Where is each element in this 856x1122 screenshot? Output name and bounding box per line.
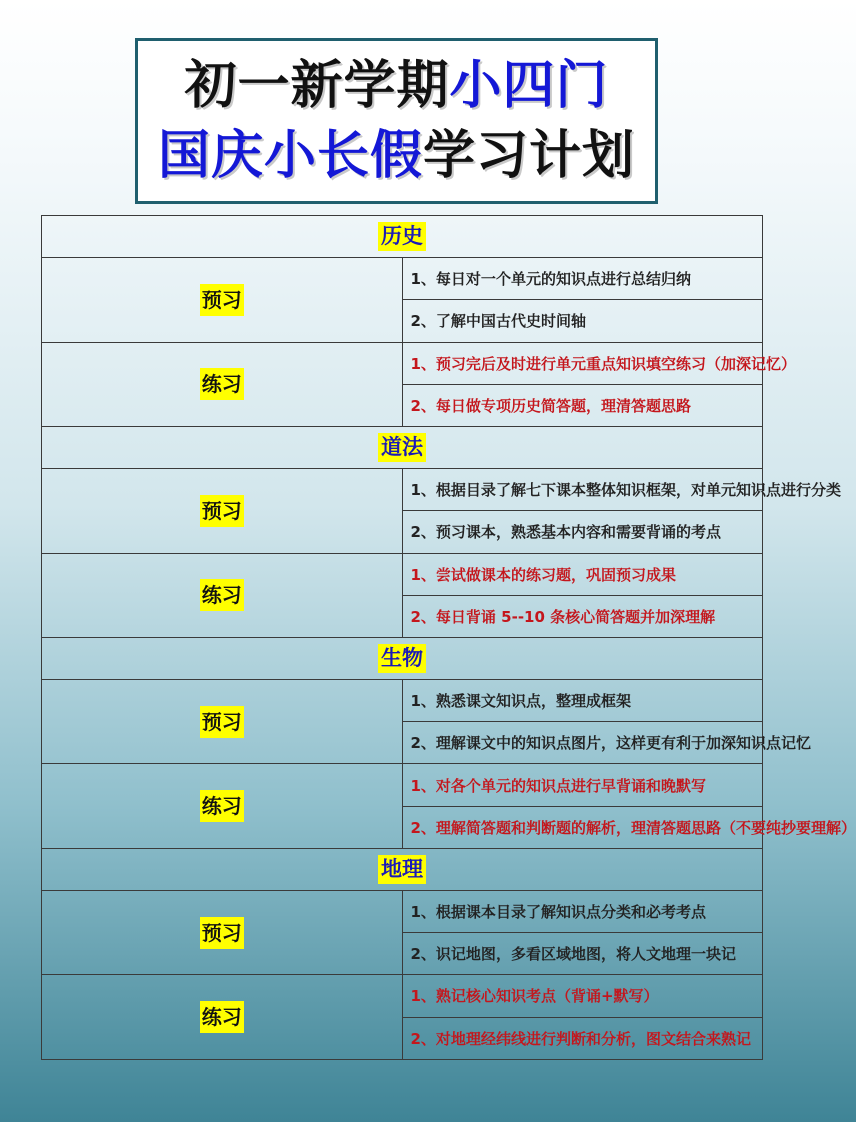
subject-row (42, 848, 763, 890)
plan-item: 2、了解中国古代史时间轴 (402, 300, 763, 342)
category-cell (42, 891, 403, 975)
subject-name: 道法 (378, 433, 426, 462)
category-cell (42, 469, 403, 553)
category-cell (42, 680, 403, 764)
title-part: 初一新学期 (184, 56, 450, 116)
table-row (42, 553, 763, 595)
table-row (42, 764, 763, 806)
category-label: 练习 (200, 1001, 244, 1033)
subject-header (42, 848, 763, 890)
plan-item: 2、每日做专项历史简答题，理清答题思路 (402, 384, 763, 426)
subject-row (42, 216, 763, 258)
plan-item: 2、对地理经纬线进行判断和分析，图文结合来熟记 (402, 1017, 763, 1059)
title-line-1 (184, 51, 608, 121)
category-label: 预习 (200, 284, 244, 316)
category-cell (42, 258, 403, 342)
category-cell (42, 553, 403, 637)
title-box (135, 38, 658, 204)
plan-item: 1、根据目录了解七下课本整体知识框架，对单元知识点进行分类 (402, 469, 763, 511)
category-cell (42, 764, 403, 848)
category-label: 预习 (200, 706, 244, 738)
plan-item: 1、熟记核心知识考点（背诵+默写） (402, 975, 763, 1017)
category-label: 练习 (200, 368, 244, 400)
plan-item: 2、预习课本，熟悉基本内容和需要背诵的考点 (402, 511, 763, 553)
title-part: 学习计划 (423, 126, 636, 186)
plan-item: 2、每日背诵 5--10 条核心简答题并加深理解 (402, 595, 763, 637)
subject-name: 历史 (378, 222, 426, 251)
category-label: 练习 (200, 790, 244, 822)
subject-name: 地理 (378, 855, 426, 884)
category-label: 练习 (200, 579, 244, 611)
category-label: 预习 (200, 495, 244, 527)
plan-item: 1、预习完后及时进行单元重点知识填空练习（加深记忆） (402, 342, 763, 384)
table-row (42, 891, 763, 933)
plan-item: 1、根据课本目录了解知识点分类和必考考点 (402, 891, 763, 933)
plan-item: 2、理解课文中的知识点图片，这样更有利于加深知识点记忆 (402, 722, 763, 764)
plan-item: 1、尝试做课本的练习题，巩固预习成果 (402, 553, 763, 595)
table-row (42, 342, 763, 384)
table-row (42, 469, 763, 511)
plan-item: 1、每日对一个单元的知识点进行总结归纳 (402, 258, 763, 300)
table-row (42, 680, 763, 722)
category-label: 预习 (200, 917, 244, 949)
plan-item: 1、对各个单元的知识点进行早背诵和晚默写 (402, 764, 763, 806)
title-part: 国庆小长假 (157, 126, 423, 186)
title-line-2 (158, 121, 635, 191)
category-cell (42, 342, 403, 426)
subject-row (42, 426, 763, 468)
category-cell (42, 975, 403, 1060)
title-part: 小四门 (449, 56, 609, 116)
subject-name: 生物 (378, 644, 426, 673)
table-row (42, 975, 763, 1017)
study-plan-table (41, 215, 856, 1060)
plan-item: 1、熟悉课文知识点，整理成框架 (402, 680, 763, 722)
plan-item: 2、理解简答题和判断题的解析，理清答题思路（不要纯抄要理解） (402, 806, 763, 848)
subject-header (42, 637, 763, 679)
plan-item: 2、识记地图，多看区域地图，将人文地理一块记 (402, 933, 763, 975)
table-row (42, 258, 763, 300)
subject-header (42, 426, 763, 468)
subject-header (42, 216, 763, 258)
subject-row (42, 637, 763, 679)
